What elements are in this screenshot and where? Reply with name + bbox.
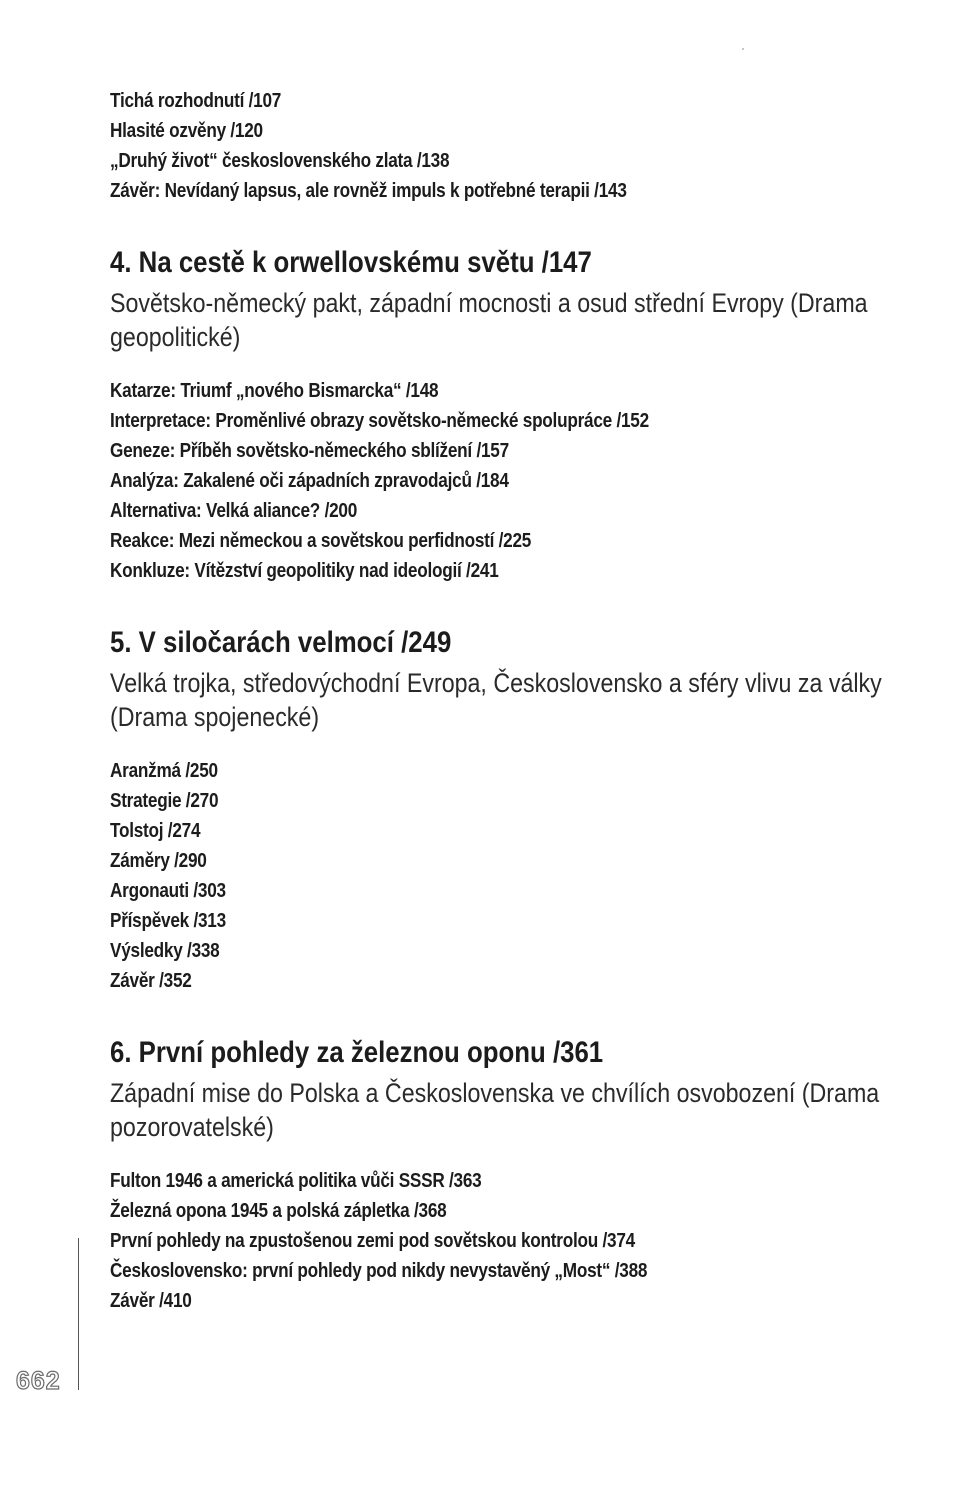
toc-entry: Příspěvek /313 <box>110 910 226 932</box>
toc-entry: Tolstoj /274 <box>110 820 201 842</box>
chapter-title: 4. Na cestě k orwellovskému světu /147 <box>110 246 592 279</box>
table-of-contents <box>110 86 910 1316</box>
chapter-subtitle: Sovětsko-německý pakt, západní mocnosti a osud střední Evropy (Drama geopolitické) <box>110 288 868 352</box>
toc-entry: První pohledy na zpustošenou zemi pod sovětskou kontrolou /374 <box>110 1230 635 1252</box>
toc-entry: „Druhý život“ československého zlata /138 <box>110 150 450 172</box>
toc-entry: Alternativa: Velká aliance? /200 <box>110 500 358 522</box>
toc-entry: Geneze: Příběh sovětsko-německého sblížení /157 <box>110 440 509 462</box>
chapter-title: 5. V siločarách velmocí /249 <box>110 626 452 659</box>
toc-entry: Reakce: Mezi německou a sovětskou perfidností /225 <box>110 530 532 552</box>
toc-entry: Výsledky /338 <box>110 940 220 962</box>
toc-entry: Strategie /270 <box>110 790 219 812</box>
toc-entry: Fulton 1946 a americká politika vůči SSSR /363 <box>110 1170 482 1192</box>
intro-entry-list <box>110 86 910 206</box>
chapter-entry-list <box>110 1166 910 1316</box>
toc-entry: Železná opona 1945 a polská zápletka /368 <box>110 1200 447 1222</box>
toc-entry: Analýza: Zakalené oči západních zpravodajců /184 <box>110 470 509 492</box>
toc-entry: Závěr /410 <box>110 1290 192 1312</box>
toc-entry: Interpretace: Proměnlivé obrazy sovětsko-německé spolupráce /152 <box>110 410 649 432</box>
toc-entry: Záměry /290 <box>110 850 207 872</box>
toc-entry: Závěr: Nevídaný lapsus, ale rovněž impuls k potřebné terapii /143 <box>110 180 627 202</box>
toc-entry: Závěr /352 <box>110 970 192 992</box>
toc-entry: Katarze: Triumf „nového Bismarcka“ /148 <box>110 380 439 402</box>
toc-entry: Argonauti /303 <box>110 880 226 902</box>
chapter-4 <box>110 244 910 586</box>
toc-entry: Aranžmá /250 <box>110 760 218 782</box>
toc-entry: Konkluze: Vítězství geopolitiky nad ideologií /241 <box>110 560 499 582</box>
toc-entry: Tichá rozhodnutí /107 <box>110 90 282 112</box>
margin-rule <box>78 1238 79 1390</box>
chapter-subtitle: Velká trojka, středovýchodní Evropa, Československo a sféry vlivu za války (Drama spojenecké) <box>110 668 882 732</box>
paper-speck <box>742 48 744 50</box>
chapter-entry-list <box>110 756 910 996</box>
toc-entry: Československo: první pohledy pod nikdy nevystavěný „Most“ /388 <box>110 1260 648 1282</box>
chapter-5 <box>110 624 910 996</box>
page-number: 662 <box>16 1367 61 1395</box>
toc-entry: Hlasité ozvěny /120 <box>110 120 263 142</box>
chapter-6 <box>110 1034 910 1316</box>
chapter-entry-list <box>110 376 910 586</box>
chapter-title: 6. První pohledy za železnou oponu /361 <box>110 1036 604 1069</box>
chapter-subtitle: Západní mise do Polska a Československa ve chvílích osvobození (Drama pozorovatelské) <box>110 1078 880 1142</box>
